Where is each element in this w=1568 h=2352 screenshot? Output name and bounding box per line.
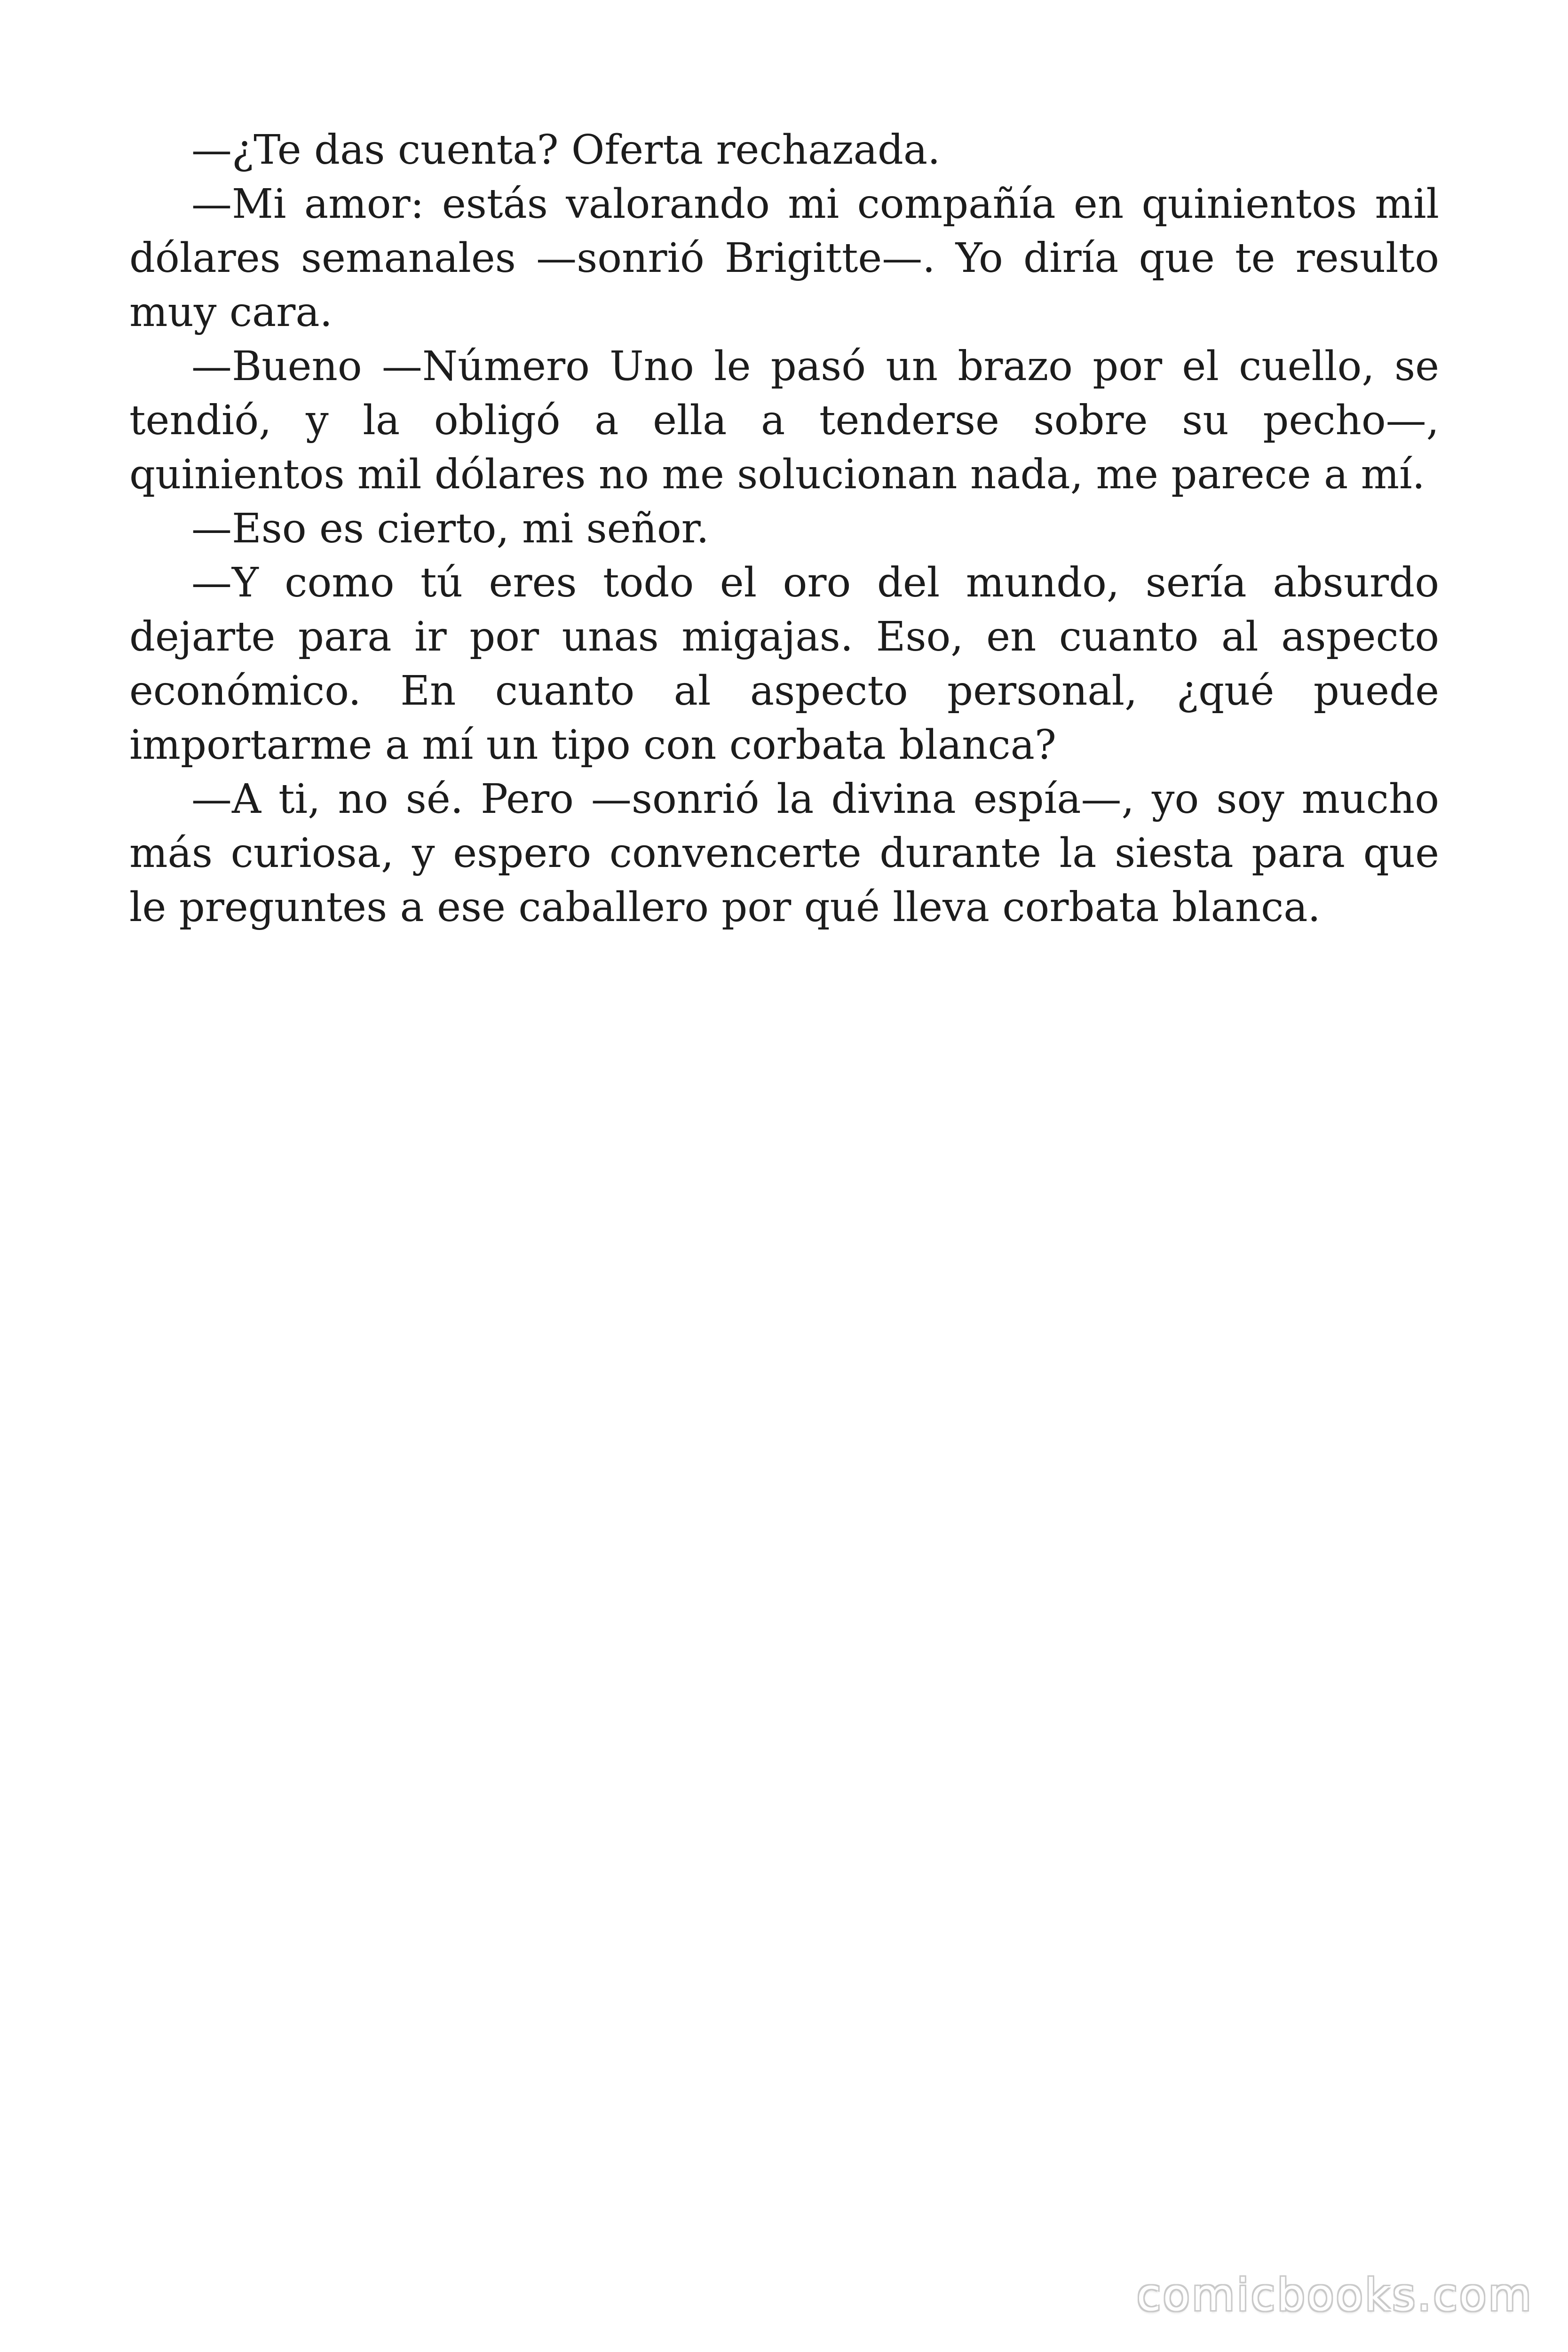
paragraph: —Y como tú eres todo el oro del mundo, sería absurdo dejarte para ir por unas migajas. Eso, en cuanto al aspecto económico. En cuanto al aspecto personal, ¿qué puede importarme a mí un tipo con corbata blanca? xyxy=(129,559,1439,769)
paragraph: —Eso es cierto, mi señor. xyxy=(191,505,709,552)
paragraph: —A ti, no sé. Pero —sonrió la divina espía—, yo soy mucho más curiosa, y espero convencerte durante la siesta para que le preguntes a ese caballero por qué lleva corbata blanca. xyxy=(129,776,1439,931)
watermark-text: comicbooks.com xyxy=(1136,2270,1533,2321)
body-text xyxy=(129,123,1439,935)
paragraph: —Bueno —Número Uno le pasó un brazo por el cuello, se tendió, y la obligó a ella a tenderse sobre su pecho—, quinientos mil dólares no me solucionan nada, me parece a mí. xyxy=(129,343,1439,498)
paragraph: —Mi amor: estás valorando mi compañía en quinientos mil dólares semanales —sonrió Brigitte—. Yo diría que te resulto muy cara. xyxy=(129,181,1439,336)
paragraph: —¿Te das cuenta? Oferta rechazada. xyxy=(191,127,941,174)
